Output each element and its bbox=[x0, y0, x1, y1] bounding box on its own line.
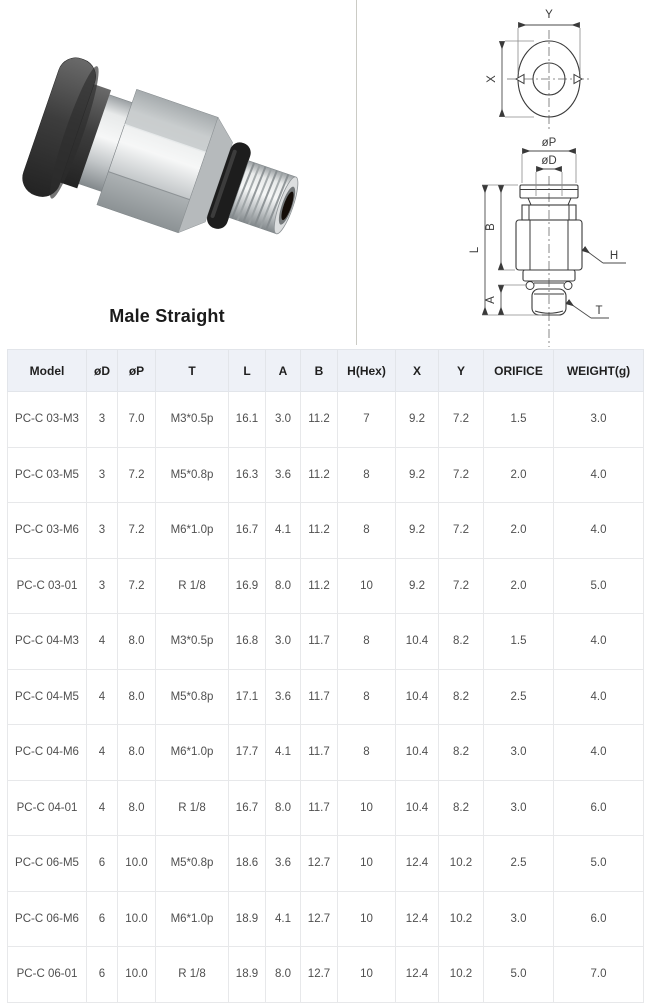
table-cell: 2.0 bbox=[484, 558, 554, 614]
table-cell: 17.7 bbox=[229, 725, 266, 781]
table-cell: 1.5 bbox=[484, 614, 554, 670]
table-cell: 3.0 bbox=[554, 392, 644, 448]
table-cell: 6 bbox=[87, 947, 118, 1003]
table-row bbox=[8, 558, 644, 614]
table-cell: 10.0 bbox=[118, 891, 156, 947]
column-header: A bbox=[266, 350, 301, 392]
table-cell: 3 bbox=[87, 558, 118, 614]
table-cell: 11.2 bbox=[301, 503, 338, 559]
table-cell: 3 bbox=[87, 392, 118, 448]
table-cell: 16.7 bbox=[229, 780, 266, 836]
column-header: B bbox=[301, 350, 338, 392]
column-header: Y bbox=[439, 350, 484, 392]
table-cell: 8 bbox=[338, 503, 396, 559]
table-cell: 2.0 bbox=[484, 503, 554, 559]
column-header: L bbox=[229, 350, 266, 392]
header-row bbox=[8, 350, 644, 392]
spec-table-section bbox=[7, 349, 643, 1003]
table-cell: 8.2 bbox=[439, 669, 484, 725]
table-cell: 11.7 bbox=[301, 614, 338, 670]
table-cell: 10 bbox=[338, 836, 396, 892]
table-cell: 5.0 bbox=[554, 836, 644, 892]
table-cell: 8 bbox=[338, 614, 396, 670]
table-cell: 3 bbox=[87, 447, 118, 503]
table-row bbox=[8, 836, 644, 892]
table-cell: 12.7 bbox=[301, 891, 338, 947]
dim-label-y: Y bbox=[545, 9, 553, 21]
table-cell: 10.0 bbox=[118, 836, 156, 892]
table-cell: 10.2 bbox=[439, 947, 484, 1003]
column-header: X bbox=[396, 350, 439, 392]
table-cell: 2.0 bbox=[484, 447, 554, 503]
table-cell: 7.2 bbox=[439, 447, 484, 503]
column-header: øP bbox=[118, 350, 156, 392]
model-cell: PC-C 06-01 bbox=[8, 947, 87, 1003]
table-cell: M5*0.8p bbox=[156, 669, 229, 725]
table-cell: 4 bbox=[87, 780, 118, 836]
table-cell: 3.0 bbox=[266, 392, 301, 448]
side-notch-right bbox=[574, 75, 582, 84]
spec-table bbox=[7, 349, 644, 1003]
table-cell: 4.1 bbox=[266, 503, 301, 559]
table-row bbox=[8, 780, 644, 836]
table-cell: 9.2 bbox=[396, 447, 439, 503]
table-cell: 8.2 bbox=[439, 614, 484, 670]
table-cell: 11.7 bbox=[301, 725, 338, 781]
table-cell: M3*0.5p bbox=[156, 392, 229, 448]
model-cell: PC-C 03-M3 bbox=[8, 392, 87, 448]
table-cell: 16.8 bbox=[229, 614, 266, 670]
table-cell: 8.0 bbox=[118, 614, 156, 670]
table-cell: 12.4 bbox=[396, 947, 439, 1003]
model-cell: PC-C 04-01 bbox=[8, 780, 87, 836]
model-cell: PC-C 03-M5 bbox=[8, 447, 87, 503]
product-photo bbox=[14, 26, 314, 302]
table-cell: 4.0 bbox=[554, 614, 644, 670]
side-view bbox=[469, 137, 626, 347]
table-cell: 4.0 bbox=[554, 669, 644, 725]
column-header: Model bbox=[8, 350, 87, 392]
table-cell: M3*0.5p bbox=[156, 614, 229, 670]
table-cell: 10 bbox=[338, 891, 396, 947]
table-cell: 16.7 bbox=[229, 503, 266, 559]
table-cell: 6 bbox=[87, 891, 118, 947]
table-cell: 3.0 bbox=[484, 725, 554, 781]
table-cell: R 1/8 bbox=[156, 558, 229, 614]
table-cell: 11.7 bbox=[301, 780, 338, 836]
table-cell: 3.0 bbox=[266, 614, 301, 670]
table-cell: 3.6 bbox=[266, 447, 301, 503]
table-cell: 10 bbox=[338, 947, 396, 1003]
table-row bbox=[8, 614, 644, 670]
model-cell: PC-C 06-M5 bbox=[8, 836, 87, 892]
dim-label-t: T bbox=[595, 305, 603, 317]
table-cell: 7.2 bbox=[439, 558, 484, 614]
table-cell: 6 bbox=[87, 836, 118, 892]
table-cell: 3.0 bbox=[484, 780, 554, 836]
table-cell: 10 bbox=[338, 558, 396, 614]
table-cell: 4 bbox=[87, 725, 118, 781]
table-cell: 7.2 bbox=[439, 503, 484, 559]
column-header: øD bbox=[87, 350, 118, 392]
product-title: Male Straight bbox=[109, 306, 225, 326]
table-cell: 4.1 bbox=[266, 891, 301, 947]
table-cell: 16.1 bbox=[229, 392, 266, 448]
table-cell: 11.2 bbox=[301, 447, 338, 503]
section-divider bbox=[356, 0, 357, 345]
table-cell: 5.0 bbox=[554, 558, 644, 614]
model-cell: PC-C 03-01 bbox=[8, 558, 87, 614]
table-cell: 8 bbox=[338, 669, 396, 725]
table-cell: 10.4 bbox=[396, 780, 439, 836]
table-cell: 12.4 bbox=[396, 891, 439, 947]
table-cell: 7 bbox=[338, 392, 396, 448]
table-cell: M5*0.8p bbox=[156, 836, 229, 892]
dim-label-x: X bbox=[486, 75, 498, 83]
table-cell: 11.7 bbox=[301, 669, 338, 725]
table-cell: 8.0 bbox=[266, 947, 301, 1003]
table-cell: 3.0 bbox=[484, 891, 554, 947]
column-header: WEIGHT(g) bbox=[554, 350, 644, 392]
table-cell: 9.2 bbox=[396, 558, 439, 614]
table-cell: 1.5 bbox=[484, 392, 554, 448]
table-cell: 10.2 bbox=[439, 891, 484, 947]
table-row bbox=[8, 669, 644, 725]
top-view bbox=[486, 9, 591, 131]
table-cell: 11.2 bbox=[301, 558, 338, 614]
table-cell: 18.6 bbox=[229, 836, 266, 892]
table-cell: 5.0 bbox=[484, 947, 554, 1003]
table-cell: 7.2 bbox=[118, 558, 156, 614]
table-cell: 12.7 bbox=[301, 836, 338, 892]
table-cell: 4.0 bbox=[554, 725, 644, 781]
table-cell: 17.1 bbox=[229, 669, 266, 725]
table-cell: 7.0 bbox=[554, 947, 644, 1003]
table-cell: 7.2 bbox=[439, 392, 484, 448]
table-cell: 16.3 bbox=[229, 447, 266, 503]
table-cell: 8.0 bbox=[266, 780, 301, 836]
table-cell: R 1/8 bbox=[156, 947, 229, 1003]
table-cell: 4.1 bbox=[266, 725, 301, 781]
table-cell: 10.4 bbox=[396, 614, 439, 670]
dim-label-dia-p: øP bbox=[541, 137, 557, 149]
dim-label-dia-d: øD bbox=[541, 155, 557, 167]
table-row bbox=[8, 392, 644, 448]
table-cell: 10.2 bbox=[439, 836, 484, 892]
table-cell: 8.0 bbox=[118, 725, 156, 781]
column-header: T bbox=[156, 350, 229, 392]
table-cell: 7.0 bbox=[118, 392, 156, 448]
dim-label-l: L bbox=[469, 246, 481, 254]
model-cell: PC-C 06-M6 bbox=[8, 891, 87, 947]
table-cell: 2.5 bbox=[484, 669, 554, 725]
table-cell: 11.2 bbox=[301, 392, 338, 448]
table-cell: 4 bbox=[87, 614, 118, 670]
column-header: ORIFICE bbox=[484, 350, 554, 392]
dim-label-a: A bbox=[485, 296, 497, 304]
table-cell: 10.4 bbox=[396, 669, 439, 725]
table-cell: 4.0 bbox=[554, 503, 644, 559]
table-cell: 12.4 bbox=[396, 836, 439, 892]
table-cell: 8 bbox=[338, 447, 396, 503]
table-cell: 10 bbox=[338, 780, 396, 836]
model-cell: PC-C 04-M3 bbox=[8, 614, 87, 670]
table-body bbox=[8, 392, 644, 1003]
table-cell: 8.0 bbox=[266, 558, 301, 614]
model-cell: PC-C 03-M6 bbox=[8, 503, 87, 559]
table-cell: 16.9 bbox=[229, 558, 266, 614]
table-cell: 8 bbox=[338, 725, 396, 781]
side-notch-left bbox=[516, 75, 524, 84]
table-cell: 3 bbox=[87, 503, 118, 559]
dim-label-b: B bbox=[485, 223, 497, 231]
table-cell: 18.9 bbox=[229, 891, 266, 947]
table-cell: 6.0 bbox=[554, 891, 644, 947]
column-header: H(Hex) bbox=[338, 350, 396, 392]
table-cell: 9.2 bbox=[396, 392, 439, 448]
table-cell: 8.2 bbox=[439, 780, 484, 836]
model-cell: PC-C 04-M5 bbox=[8, 669, 87, 725]
table-cell: M6*1.0p bbox=[156, 891, 229, 947]
table-cell: 4 bbox=[87, 669, 118, 725]
table-row bbox=[8, 447, 644, 503]
table-cell: 6.0 bbox=[554, 780, 644, 836]
table-row bbox=[8, 891, 644, 947]
table-cell: 3.6 bbox=[266, 669, 301, 725]
table-row bbox=[8, 503, 644, 559]
table-cell: 2.5 bbox=[484, 836, 554, 892]
model-cell: PC-C 04-M6 bbox=[8, 725, 87, 781]
table-cell: M5*0.8p bbox=[156, 447, 229, 503]
table-cell: 4.0 bbox=[554, 447, 644, 503]
dim-label-h: H bbox=[609, 250, 619, 262]
table-cell: 10.0 bbox=[118, 947, 156, 1003]
dimension-drawing bbox=[356, 0, 649, 348]
table-cell: 9.2 bbox=[396, 503, 439, 559]
table-cell: 8.2 bbox=[439, 725, 484, 781]
table-cell: 8.0 bbox=[118, 780, 156, 836]
table-cell: 7.2 bbox=[118, 447, 156, 503]
table-cell: M6*1.0p bbox=[156, 503, 229, 559]
table-cell: 18.9 bbox=[229, 947, 266, 1003]
table-row bbox=[8, 725, 644, 781]
table-cell: R 1/8 bbox=[156, 780, 229, 836]
table-cell: 8.0 bbox=[118, 669, 156, 725]
table-row bbox=[8, 947, 644, 1003]
table-cell: 3.6 bbox=[266, 836, 301, 892]
table-cell: 10.4 bbox=[396, 725, 439, 781]
table-cell: 12.7 bbox=[301, 947, 338, 1003]
table-cell: 7.2 bbox=[118, 503, 156, 559]
table-cell: M6*1.0p bbox=[156, 725, 229, 781]
